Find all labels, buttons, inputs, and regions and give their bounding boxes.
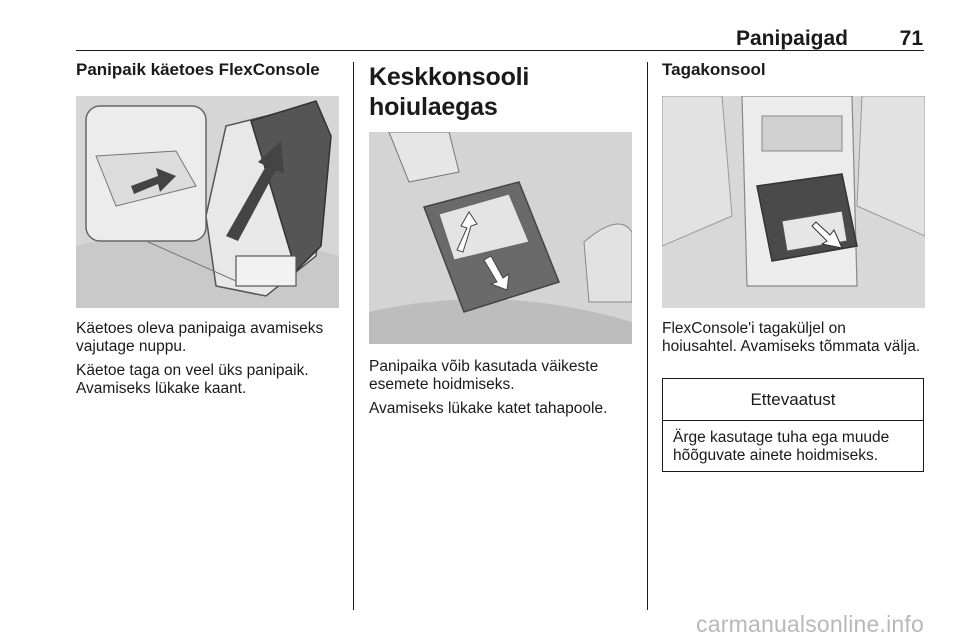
figure-rear-console-drawer (662, 96, 925, 308)
figure-armrest-storage (76, 96, 339, 308)
figure-center-console-storage (369, 132, 632, 344)
watermark: carmanualsonline.info (696, 611, 924, 637)
running-header-title: Panipaigad (735, 27, 848, 50)
warning-title: Ettevaatust (663, 379, 923, 421)
warning-box (662, 378, 924, 472)
armrest-paragraph-2: Käetoe taga on veel üks panipaik. Avamiseks lükake kaant. (76, 362, 309, 397)
column-center-console-text (369, 358, 639, 418)
center-console-paragraph-1: Panipaika võib kasutada väikeste esemete hoidmiseks. (369, 358, 599, 393)
column-divider-2 (647, 62, 648, 610)
column-divider-1 (353, 62, 354, 610)
warning-text: Ärge kasutage tuha ega muude hõõguvate ainete hoidmiseks. (673, 429, 890, 464)
column-rear-console (662, 60, 924, 80)
column-armrest-text (76, 320, 346, 398)
page-number: 71 (899, 27, 923, 50)
section-heading-center-console: Keskkonsooli hoiulaegas (369, 63, 530, 121)
rear-console-paragraph-1: FlexConsole'i tagaküljel on hoiusahtel. Avamiseks tõmmata välja. (662, 320, 921, 355)
header-rule (76, 50, 924, 51)
section-heading-armrest: Panipaik käetoes FlexConsole (76, 60, 320, 79)
column-armrest (76, 60, 341, 80)
armrest-paragraph-1: Käetoes oleva panipaiga avamiseks vajutage nuppu. (76, 320, 324, 355)
center-console-paragraph-2: Avamiseks lükake katet tahapoole. (369, 400, 608, 417)
column-rear-console-text (662, 320, 924, 356)
section-heading-rear-console: Tagakonsool (662, 60, 766, 79)
